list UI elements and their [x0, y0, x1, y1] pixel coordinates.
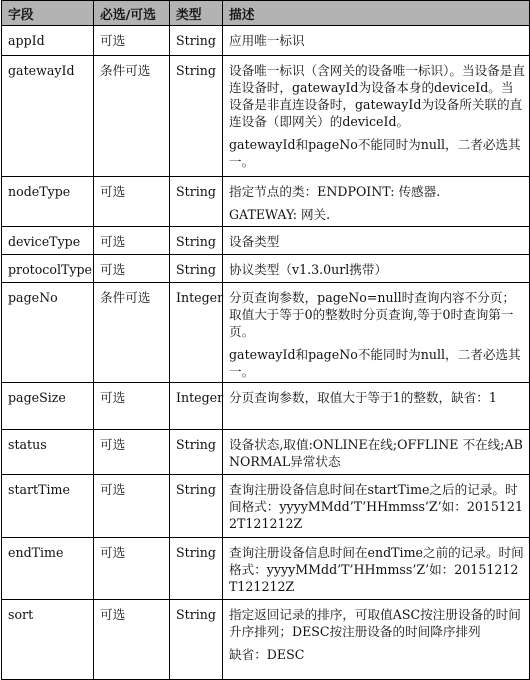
description-text: 设备唯一标识（含网关的设备唯一标识）。当设备是直连设备时，gatewayId为设备本身的deviceId。当设备是非直连设备时，gatewayId为设备所关联的直连设备（即网关）的deviceId。 — [229, 63, 525, 129]
field-name: endTime — [2, 538, 94, 600]
table-header — [2, 1, 530, 26]
header-required: 必选/可选 — [94, 1, 170, 26]
description-note: gatewayId和pageNo不能同时为null，二者必选其一。 — [229, 137, 521, 169]
header-description: 描述 — [223, 1, 530, 26]
data-type: String — [170, 475, 223, 538]
table-row — [2, 475, 530, 538]
table-row — [2, 255, 530, 283]
field-name: nodeType — [2, 177, 94, 227]
data-type: String — [170, 255, 223, 283]
parameter-table — [1, 0, 530, 680]
required-flag: 可选 — [94, 227, 170, 255]
required-flag: 可选 — [94, 255, 170, 283]
required-flag: 可选 — [94, 26, 170, 56]
required-flag: 可选 — [94, 475, 170, 538]
header-type: 类型 — [170, 1, 223, 26]
description — [223, 177, 530, 227]
data-type: String — [170, 56, 223, 177]
description-text: 设备状态,取值:ONLINE在线;OFFLINE 不在线;ABNORMAL异常状态 — [229, 437, 523, 469]
required-flag: 可选 — [94, 538, 170, 600]
header-field: 字段 — [2, 1, 94, 26]
required-flag: 可选 — [94, 177, 170, 227]
field-name: pageNo — [2, 283, 94, 383]
description — [223, 26, 530, 56]
field-name: status — [2, 430, 94, 475]
description — [223, 383, 530, 430]
description-text: 设备类型 — [229, 234, 280, 249]
field-name: sort — [2, 600, 94, 680]
field-name: gatewayId — [2, 56, 94, 177]
description — [223, 475, 530, 538]
data-type: String — [170, 430, 223, 475]
required-flag: 可选 — [94, 430, 170, 475]
description-note: GATEWAY: 网关. — [229, 207, 331, 222]
description — [223, 227, 530, 255]
table-row — [2, 283, 530, 383]
field-name: appId — [2, 26, 94, 56]
table-row — [2, 600, 530, 680]
field-name: pageSize — [2, 383, 94, 430]
table-row — [2, 538, 530, 600]
data-type: String — [170, 538, 223, 600]
required-flag: 条件可选 — [94, 283, 170, 383]
data-type: String — [170, 600, 223, 680]
description — [223, 283, 530, 383]
description-text: 应用唯一标识 — [229, 33, 305, 48]
required-flag: 可选 — [94, 600, 170, 680]
field-name: startTime — [2, 475, 94, 538]
data-type: Integer — [170, 283, 223, 383]
description-text: 分页查询参数，pageNo=null时查询内容不分页；取值大于等于0的整数时分页查询,等于0时查询第一页。 — [229, 290, 516, 339]
table-row — [2, 383, 530, 430]
data-type: Integer — [170, 383, 223, 430]
data-type: String — [170, 26, 223, 56]
table-row — [2, 26, 530, 56]
description-text: 协议类型（v1.3.0url携带） — [229, 262, 388, 277]
table-row — [2, 177, 530, 227]
table-body — [2, 26, 530, 680]
description-text: 分页查询参数，取值大于等于1的整数，缺省：1 — [229, 390, 497, 405]
description — [223, 600, 530, 680]
description — [223, 538, 530, 600]
description-note: gatewayId和pageNo不能同时为null，二者必选其一。 — [229, 347, 521, 379]
description-text: 指定节点的类：ENDPOINT: 传感器. — [229, 184, 441, 199]
description — [223, 255, 530, 283]
description-text: 指定返回记录的排序，可取值ASC按注册设备的时间升序排列；DESC按注册设备的时间降序排列 — [229, 607, 521, 639]
table-row — [2, 56, 530, 177]
data-type: String — [170, 177, 223, 227]
table-row — [2, 227, 530, 255]
description-text: 查询注册设备信息时间在endTime之前的记录。时间格式：yyyyMMdd’T’HHmmss’Z’如：20151212T121212Z — [229, 545, 524, 594]
required-flag: 条件可选 — [94, 56, 170, 177]
description — [223, 430, 530, 475]
description-note: 缺省：DESC — [229, 647, 305, 662]
header-row — [2, 1, 530, 26]
table-row — [2, 430, 530, 475]
description-text: 查询注册设备信息时间在startTime之后的记录。时间格式：yyyyMMdd’T’HHmmss’Z’如：20151212T121212Z — [229, 482, 523, 531]
field-name: protocolType — [2, 255, 94, 283]
field-name: deviceType — [2, 227, 94, 255]
required-flag: 可选 — [94, 383, 170, 430]
description — [223, 56, 530, 177]
data-type: String — [170, 227, 223, 255]
